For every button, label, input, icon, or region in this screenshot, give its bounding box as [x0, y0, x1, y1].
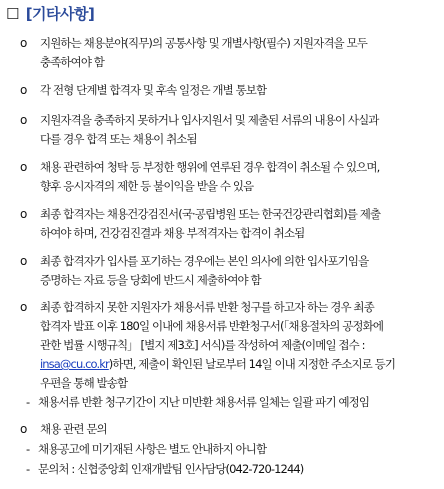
- list-item-text: 최종 합격자는 채용건강검진서(국·공립병원 또는 한국건강관리협회)를 제출 하여야 하며, 건강검진결과 채용 부적격자는 합격이 취소됨: [40, 207, 381, 240]
- sub-list-item: [26, 440, 434, 459]
- bullet-icon: o: [20, 160, 27, 174]
- section-heading: [6, 4, 94, 24]
- list-item-text: 각 전형 단계별 합격자 및 후속 일정은 개별 통보함: [40, 83, 267, 97]
- dash-icon: -: [26, 462, 30, 476]
- bullet-icon: o: [20, 207, 27, 221]
- bullet-icon: o: [20, 83, 27, 97]
- list-item: [20, 420, 434, 439]
- dash-icon: -: [26, 442, 30, 456]
- bullet-icon: o: [20, 254, 27, 268]
- sub-list-item-text: 문의처 : 신협중앙회 인재개발팀 인사담당(042-720-1244): [38, 462, 304, 476]
- sub-list-item-text: 채용서류 반환 청구기간이 지난 미반환 채용서류 일체는 일괄 파기 예정임: [38, 395, 370, 409]
- list-item-text: 최종 합격자가 입사를 포기하는 경우에는 본인 의사에 의한 입사포기임을 증명하는 자료 등을 당회에 반드시 제출하여야 함: [40, 254, 369, 287]
- list-item-text: 채용 관련 문의: [40, 422, 107, 436]
- list-item-text: 지원하는 채용분야(직무)의 공통사항 및 개별사항(필수) 지원자격을 모두 충족하여야 함: [40, 36, 367, 69]
- list-item-text: 최종 합격하지 못한 지원자가 채용서류 반환 청구를 하고자 하는 경우 최종 합격자 발표 이후 180일 이내에 채용서류 반환청구서(「채용절차의 공정화에 관한 법률 시행규칙」 [별지 제3호] 서식)를 작성하여 제출(이메일 접수 : insa@cu.co.kr)하면, 제출이 확인된 날로부터 14일 이내 지정한 주소지로 등기 우편을 통해 발송함: [40, 300, 396, 390]
- list-item: [20, 34, 434, 72]
- list-item-text: 지원자격을 충족하지 못하거나 입사지원서 및 제출된 서류의 내용이 사실과 다를 경우 합격 또는 채용이 취소됨: [40, 113, 379, 146]
- bullet-icon: o: [20, 422, 27, 436]
- list-item: [20, 81, 434, 100]
- bullet-icon: o: [20, 300, 27, 314]
- bullet-icon: o: [20, 113, 27, 127]
- email-link[interactable]: insa@cu.co.kr: [40, 357, 109, 371]
- dash-icon: -: [26, 395, 30, 409]
- checkbox-icon: ☐: [6, 5, 19, 23]
- list-item: [20, 298, 434, 393]
- list-item: [20, 205, 434, 243]
- list-item-text: 채용 관련하여 청탁 등 부정한 행위에 연루된 경우 합격이 취소될 수 있으며, 향후 응시자격의 제한 등 불이익을 받을 수 있음: [40, 160, 380, 193]
- section-title: [기타사항]: [25, 5, 95, 23]
- sub-list-item: [26, 460, 434, 479]
- list-item: [20, 111, 434, 149]
- list-item: [20, 158, 434, 196]
- sub-list-item-text: 채용공고에 미기재된 사항은 별도 안내하지 아니함: [38, 442, 267, 456]
- bullet-icon: o: [20, 36, 27, 50]
- list-item: [20, 252, 434, 290]
- sub-list-item: [26, 393, 434, 412]
